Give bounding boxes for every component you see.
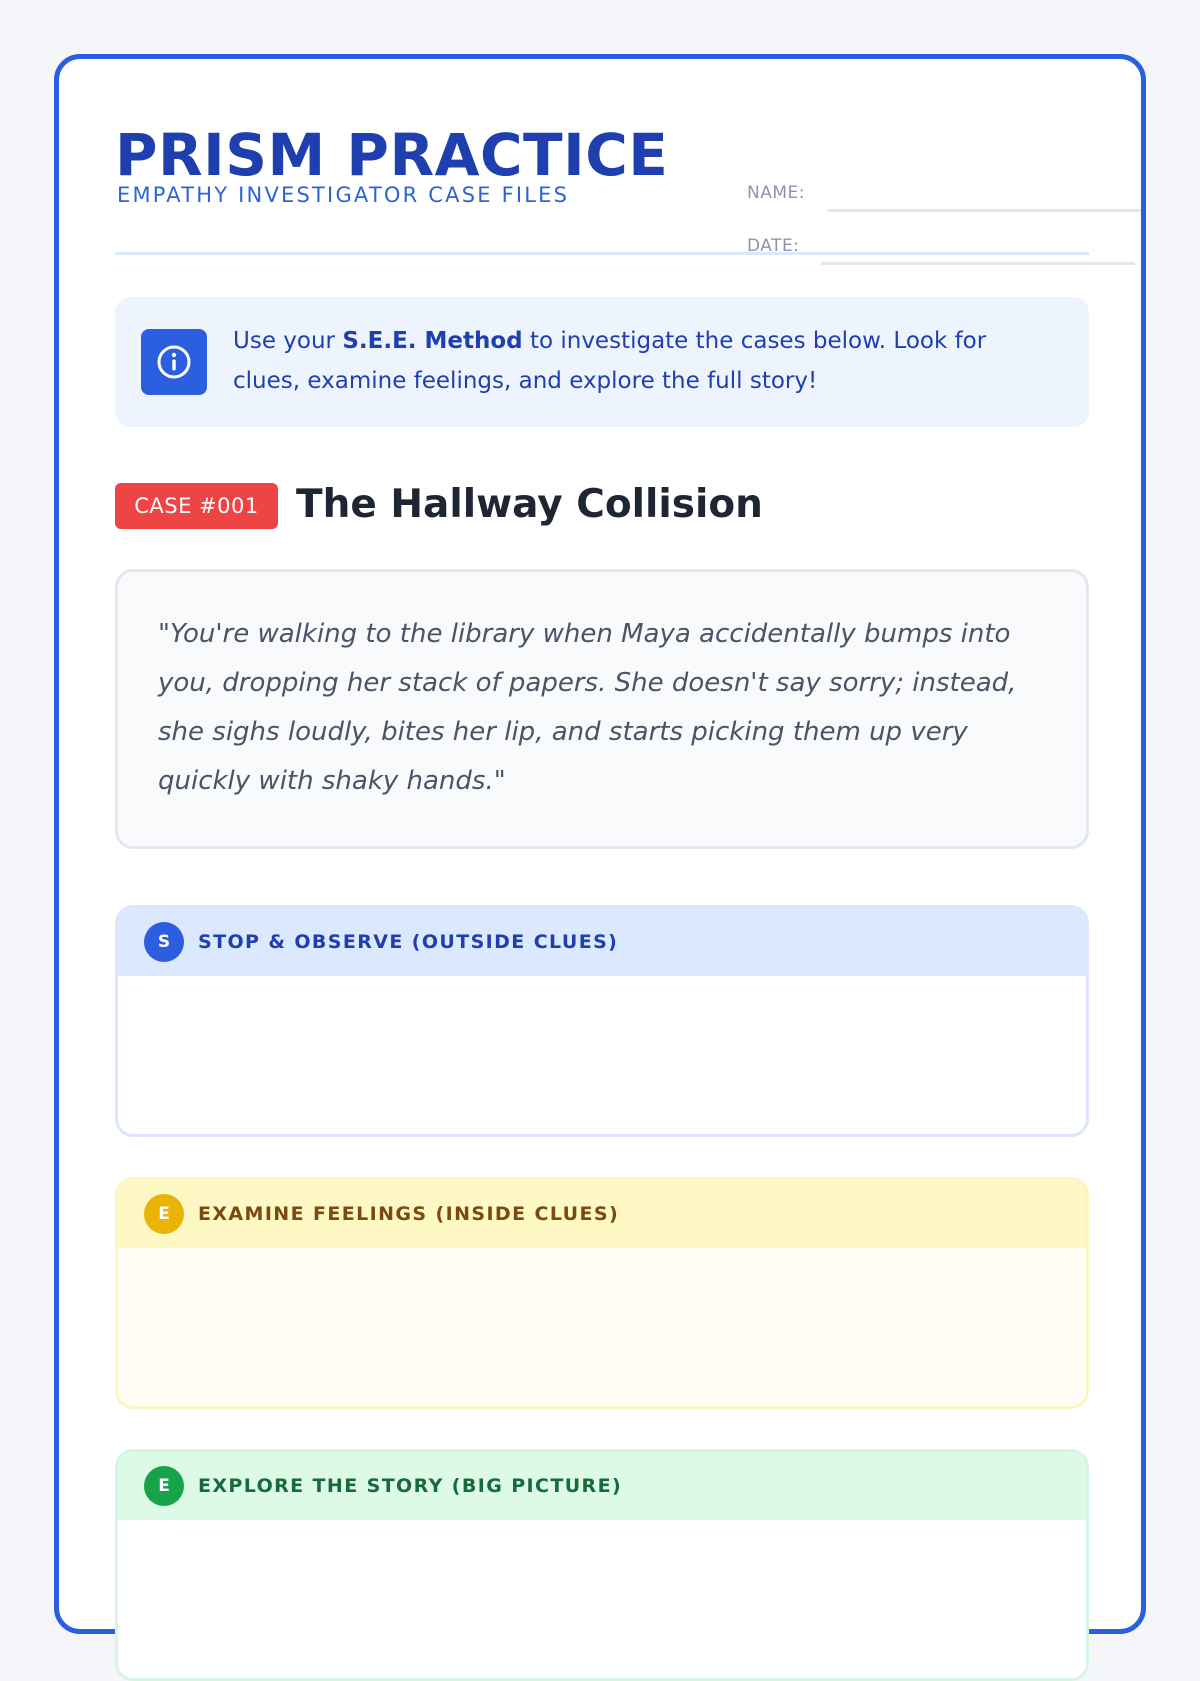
worksheet-card [54, 54, 1146, 1634]
observe-answer-area[interactable] [118, 976, 1086, 1134]
instructions-text: Use your S.E.E. Method to investigate the cases below. Look for clues, examine feelings, and explore the full story! [233, 328, 987, 394]
step-letter-badge: E [144, 1466, 184, 1506]
step-examine-feelings [115, 1177, 1089, 1409]
date-field[interactable] [821, 262, 1135, 265]
step-letter-badge: E [144, 1194, 184, 1234]
step-header [118, 1452, 1086, 1520]
page-subtitle: EMPATHY INVESTIGATOR CASE FILES [117, 183, 570, 207]
method-name: S.E.E. Method [342, 328, 523, 354]
worksheet-header [115, 115, 1089, 255]
case-badge: CASE #001 [115, 483, 278, 529]
step-label: STOP & OBSERVE (OUTSIDE CLUES) [198, 931, 619, 953]
name-field[interactable] [827, 209, 1141, 212]
step-explore-story [115, 1449, 1089, 1681]
step-header [118, 908, 1086, 976]
scenario-text: "You're walking to the library when Maya accidentally bumps into you, dropping her stack of papers. She doesn't say sorry; instead, she sighs loudly, bites her lip, and starts picking them up very quickly with shaky hands." [158, 619, 1017, 796]
name-label: NAME: [747, 183, 805, 203]
feelings-answer-area[interactable] [118, 1248, 1086, 1406]
date-label: DATE: [747, 236, 800, 256]
case-title: The Hallway Collision [296, 482, 763, 527]
header-divider [115, 252, 1089, 255]
step-label: EXAMINE FEELINGS (INSIDE CLUES) [198, 1203, 620, 1225]
step-header [118, 1180, 1086, 1248]
page-title: PRISM PRACTICE [115, 121, 669, 189]
story-answer-area[interactable] [118, 1520, 1086, 1678]
step-stop-observe [115, 905, 1089, 1137]
step-letter-badge: S [144, 922, 184, 962]
step-label: EXPLORE THE STORY (BIG PICTURE) [198, 1475, 623, 1497]
scenario-box [115, 569, 1089, 849]
info-icon [141, 329, 207, 395]
instructions-box [115, 297, 1089, 427]
